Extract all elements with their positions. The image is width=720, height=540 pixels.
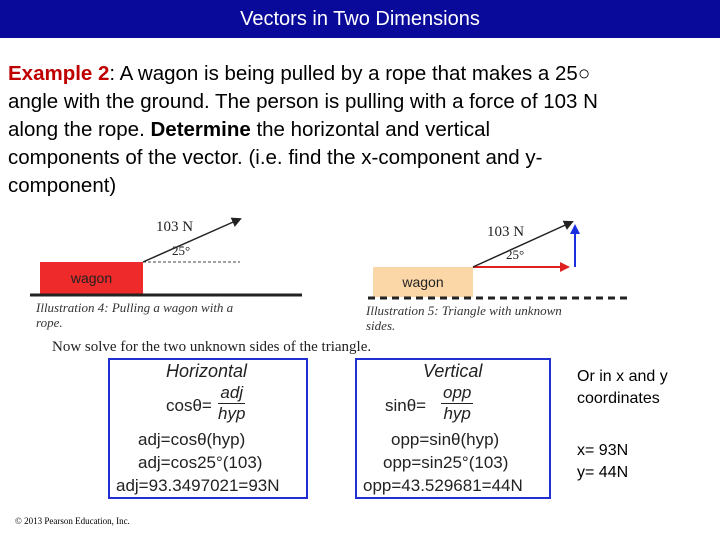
vertical-eq1-fraction bbox=[441, 383, 473, 424]
copyright-notice: © 2013 Pearson Education, Inc. bbox=[15, 516, 130, 526]
right-angle-label: 25° bbox=[506, 247, 525, 262]
horizontal-eq1-denominator: hyp bbox=[218, 404, 246, 423]
horizontal-eq2: adj=cosθ(hyp) bbox=[138, 430, 246, 449]
coordinates-results bbox=[577, 440, 628, 484]
problem-line-3-pre: along the rope. bbox=[8, 118, 151, 141]
problem-line-5: component) bbox=[8, 174, 117, 197]
coordinates-note-line-1: Or in x and y bbox=[577, 368, 668, 385]
example-label: Example 2 bbox=[8, 62, 110, 85]
vertical-eq3: opp=sin25°(103) bbox=[383, 453, 509, 472]
slide-title: Vectors in Two Dimensions bbox=[0, 0, 720, 38]
coordinates-note bbox=[577, 366, 668, 410]
vertical-title: Vertical bbox=[423, 361, 483, 381]
x-result: x= 93N bbox=[577, 442, 629, 459]
left-caption bbox=[36, 300, 233, 330]
problem-line-1-text: : A wagon is being pulled by a rope that makes a 25○ bbox=[109, 62, 591, 85]
vertical-eq1-numerator: opp bbox=[443, 383, 472, 402]
right-force-label: 103 N bbox=[487, 224, 525, 240]
problem-line-3-post: the horizontal and vertical bbox=[250, 118, 491, 141]
vertical-eq4: opp=43.529681=44N bbox=[363, 476, 523, 495]
right-caption bbox=[366, 303, 562, 333]
horizontal-eq1-lhs: cosθ= bbox=[166, 396, 212, 415]
horizontal-eq4: adj=93.3497021=93N bbox=[116, 476, 280, 495]
horizontal-eq1-numerator: adj bbox=[218, 383, 245, 404]
vertical-eq1-lhs: sinθ= bbox=[385, 396, 427, 415]
horizontal-eq3: adj=cos25°(103) bbox=[138, 453, 263, 472]
vertical-eq2: opp=sinθ(hyp) bbox=[391, 430, 500, 449]
horizontal-equations-box bbox=[108, 358, 308, 499]
right-caption-line-1: Illustration 5: Triangle with unknown bbox=[366, 303, 562, 318]
problem-line-2: angle with the ground. The person is pulling with a force of 103 N bbox=[8, 90, 598, 113]
left-angle-label: 25° bbox=[172, 243, 191, 258]
vertical-eq1-denominator: hyp bbox=[443, 404, 471, 423]
y-result: y= 44N bbox=[577, 464, 629, 481]
problem-line-4: components of the vector. (i.e. find the x-component and y- bbox=[8, 146, 543, 169]
problem-line-3-bold: Determine bbox=[150, 118, 251, 141]
left-wagon-label: wagon bbox=[70, 270, 113, 286]
right-wagon-label: wagon bbox=[402, 274, 444, 290]
left-force-label: 103 N bbox=[156, 219, 194, 235]
right-caption-line-2: sides. bbox=[366, 318, 396, 333]
instruction-text: Now solve for the two unknown sides of the triangle. bbox=[52, 339, 372, 355]
horizontal-eq1-fraction bbox=[218, 383, 245, 424]
left-caption-line-2: rope. bbox=[36, 315, 63, 330]
left-caption-line-1: Illustration 4: Pulling a wagon with a bbox=[36, 300, 234, 315]
horizontal-title: Horizontal bbox=[166, 361, 248, 381]
vertical-equations-box bbox=[355, 358, 551, 499]
coordinates-note-line-2: coordinates bbox=[577, 390, 660, 407]
